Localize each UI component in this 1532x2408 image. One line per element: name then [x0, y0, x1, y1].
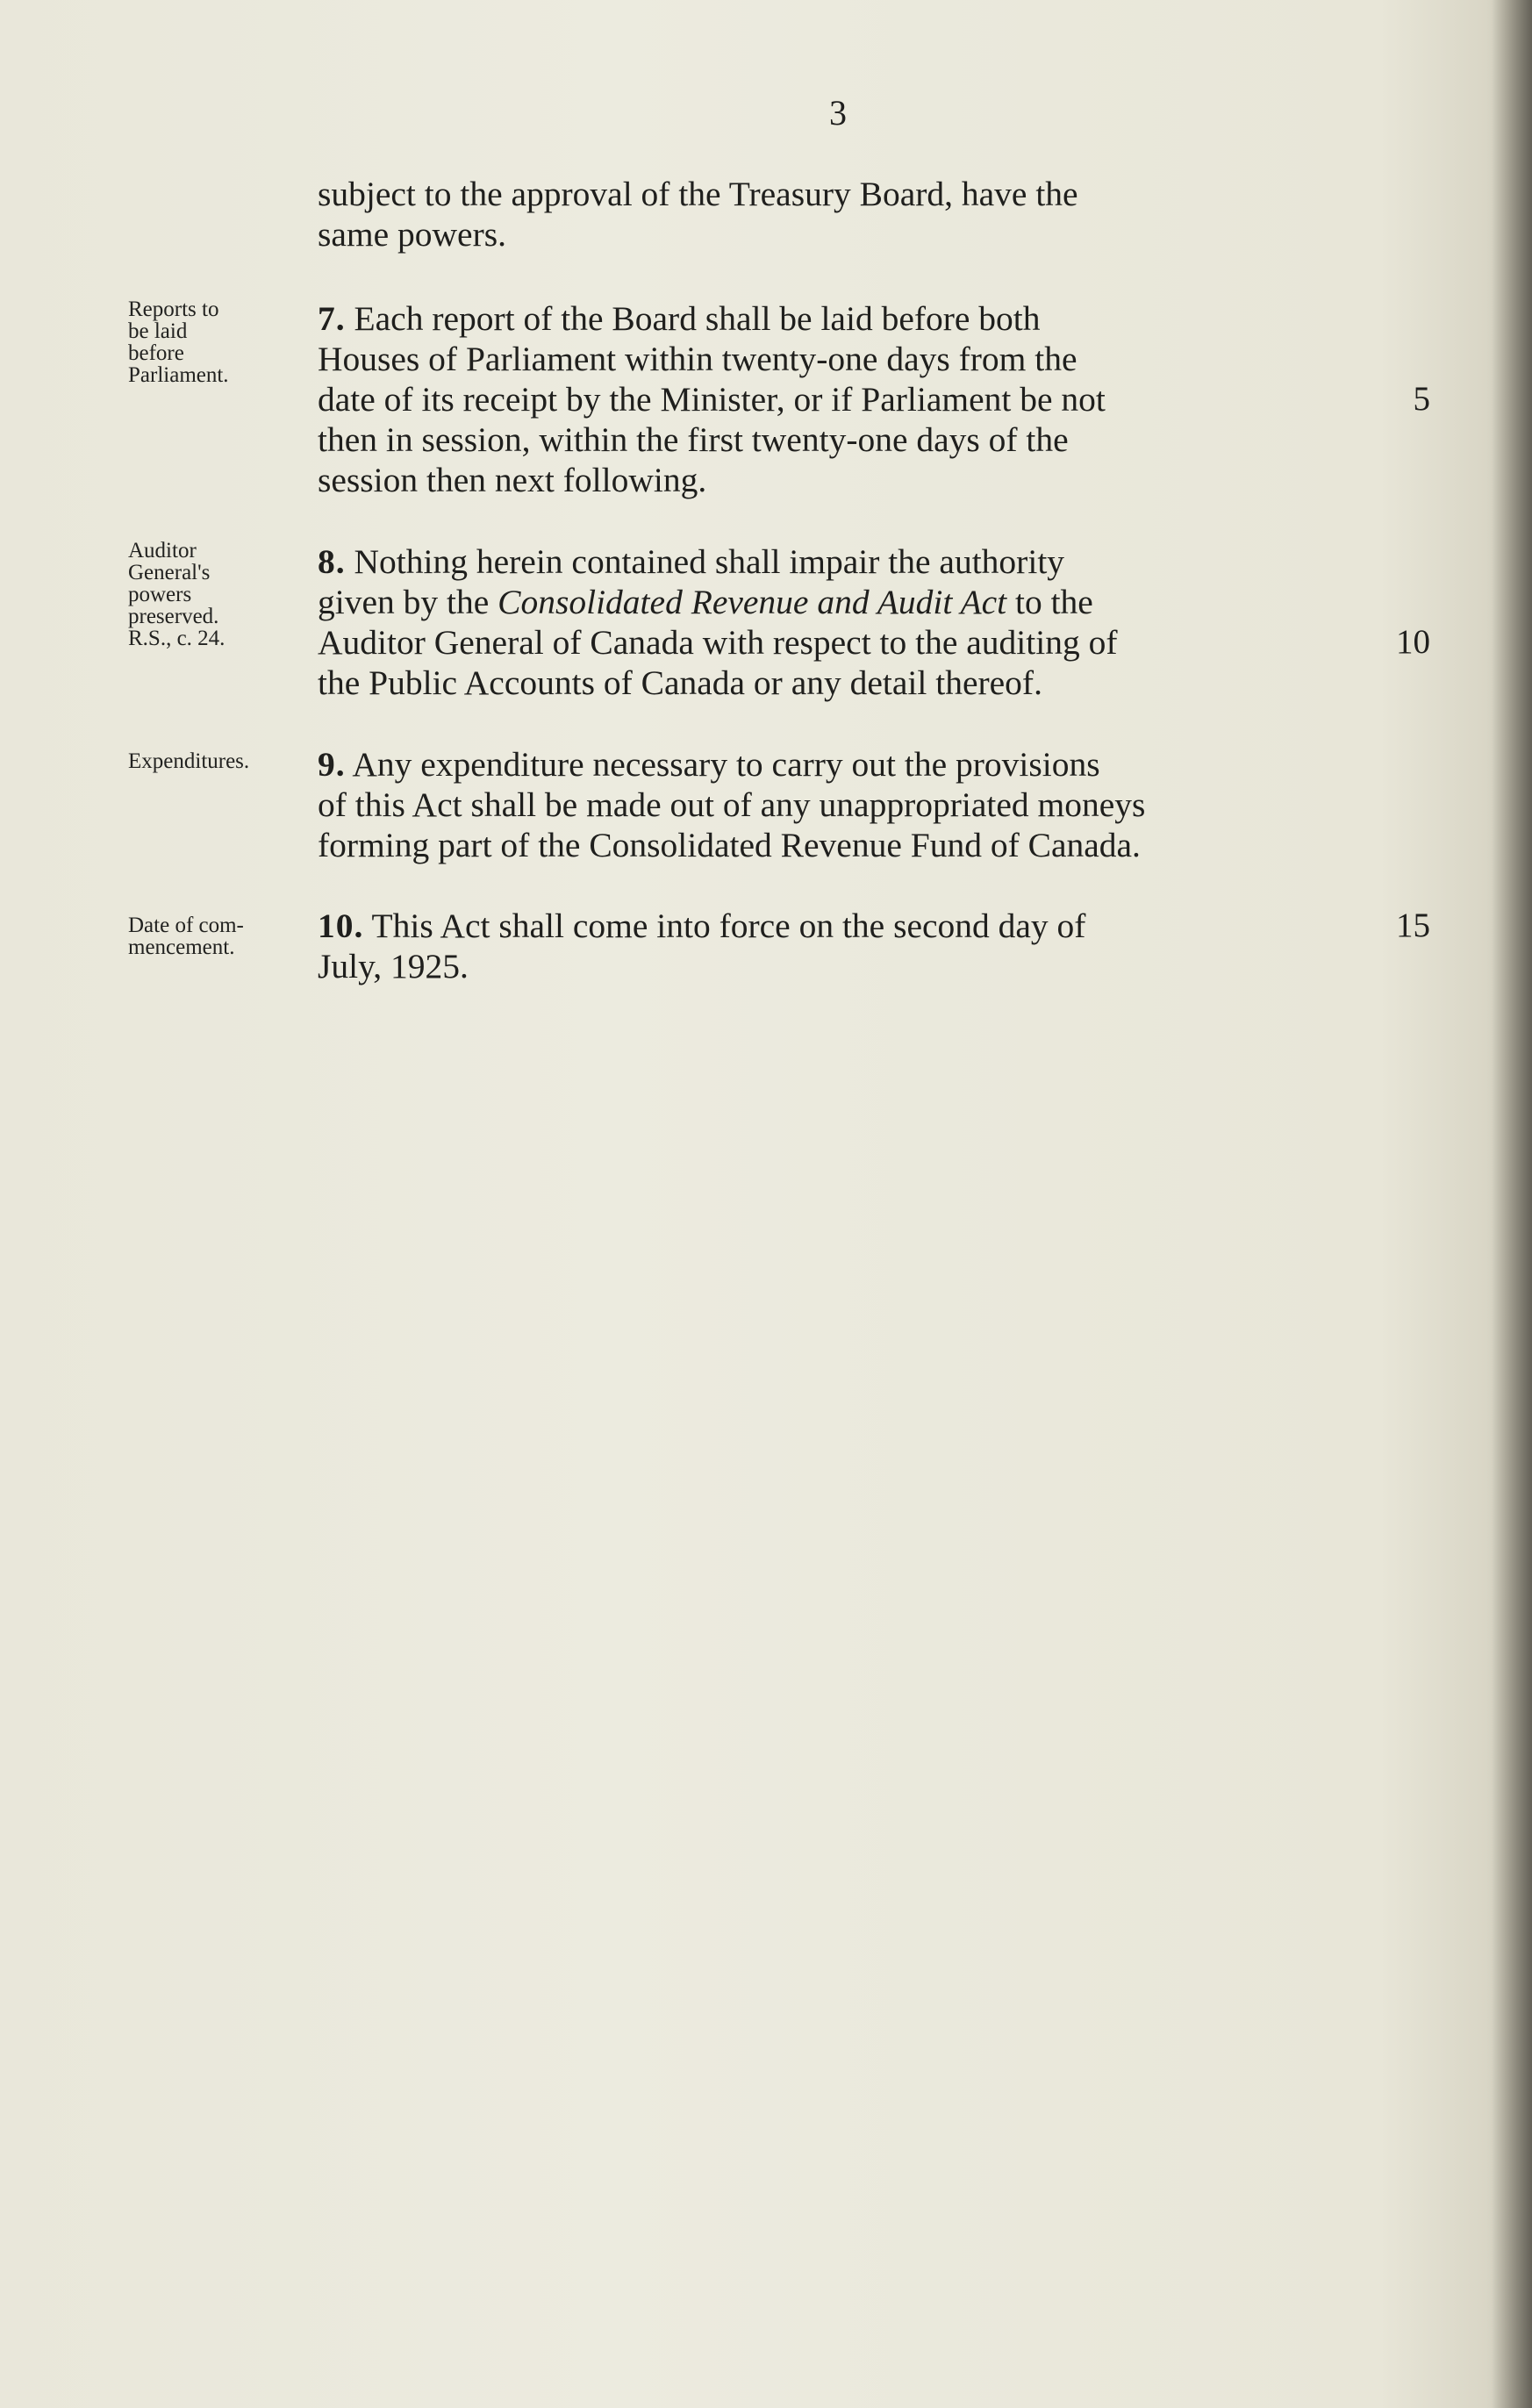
intro-paragraph [318, 174, 1375, 254]
binding-shadow [1492, 0, 1532, 2408]
margin-note-line: Parliament. [128, 363, 229, 387]
section-line: Houses of Parliament within twenty-one days from the [318, 340, 1077, 378]
section-line-suffix: to the [1006, 583, 1093, 621]
section-line: July, 1925. [318, 947, 469, 985]
margin-note-commencement [128, 914, 312, 958]
section-line: Nothing herein contained shall impair the authority [354, 542, 1065, 581]
section-line: Each report of the Board shall be laid before both [354, 299, 1041, 338]
margin-note-line: Reports to [128, 297, 219, 321]
act-title: Consolidated Revenue and Audit Act [498, 583, 1007, 621]
intro-line-2: same powers. [318, 215, 506, 254]
section-number: 8. [318, 542, 346, 581]
section-number: 7. [318, 299, 346, 338]
section-line: then in session, within the first twenty-one days of the [318, 420, 1069, 459]
section-number: 9. [318, 745, 346, 784]
margin-note-expenditures [128, 750, 312, 772]
section-line: Auditor General of Canada with respect to the auditing of [318, 623, 1118, 662]
line-marker-15: 15 [1396, 907, 1430, 944]
margin-note-auditor [128, 540, 312, 649]
section-number: 10. [318, 907, 364, 945]
margin-note-line: be laid [128, 319, 188, 343]
line-marker-10: 10 [1396, 623, 1430, 661]
section-8 [318, 541, 1375, 703]
section-line: the Public Accounts of Canada or any detail thereof. [318, 663, 1042, 702]
section-line: date of its receipt by the Minister, or if Parliament be not [318, 380, 1106, 419]
line-marker-5: 5 [1413, 380, 1430, 418]
section-line: of this Act shall be made out of any unappropriated moneys [318, 785, 1146, 824]
section-10 [318, 906, 1375, 986]
margin-note-line: General's [128, 561, 211, 584]
margin-note-line: before [128, 341, 184, 365]
intro-line-1: subject to the approval of the Treasury Board, have the [318, 175, 1078, 213]
section-9 [318, 744, 1375, 865]
section-line: This Act shall come into force on the second day of [371, 907, 1086, 945]
page-number: 3 [829, 93, 847, 133]
margin-note-line: mencement. [128, 935, 235, 959]
section-7 [318, 298, 1375, 500]
margin-note-line: powers [128, 583, 192, 606]
margin-note-line: R.S., c. 24. [128, 627, 226, 650]
margin-note-line: preserved. [128, 605, 219, 628]
section-line: Any expenditure necessary to carry out the provisions [352, 745, 1100, 784]
margin-note-line: Expenditures. [128, 749, 250, 773]
margin-note-reports [128, 298, 312, 386]
margin-note-line: Auditor [128, 539, 197, 563]
section-line-prefix: given by the [318, 583, 498, 621]
margin-note-line: Date of com- [128, 914, 244, 937]
section-line: forming part of the Consolidated Revenue Fund of Canada. [318, 826, 1141, 864]
section-line: session then next following. [318, 461, 707, 499]
